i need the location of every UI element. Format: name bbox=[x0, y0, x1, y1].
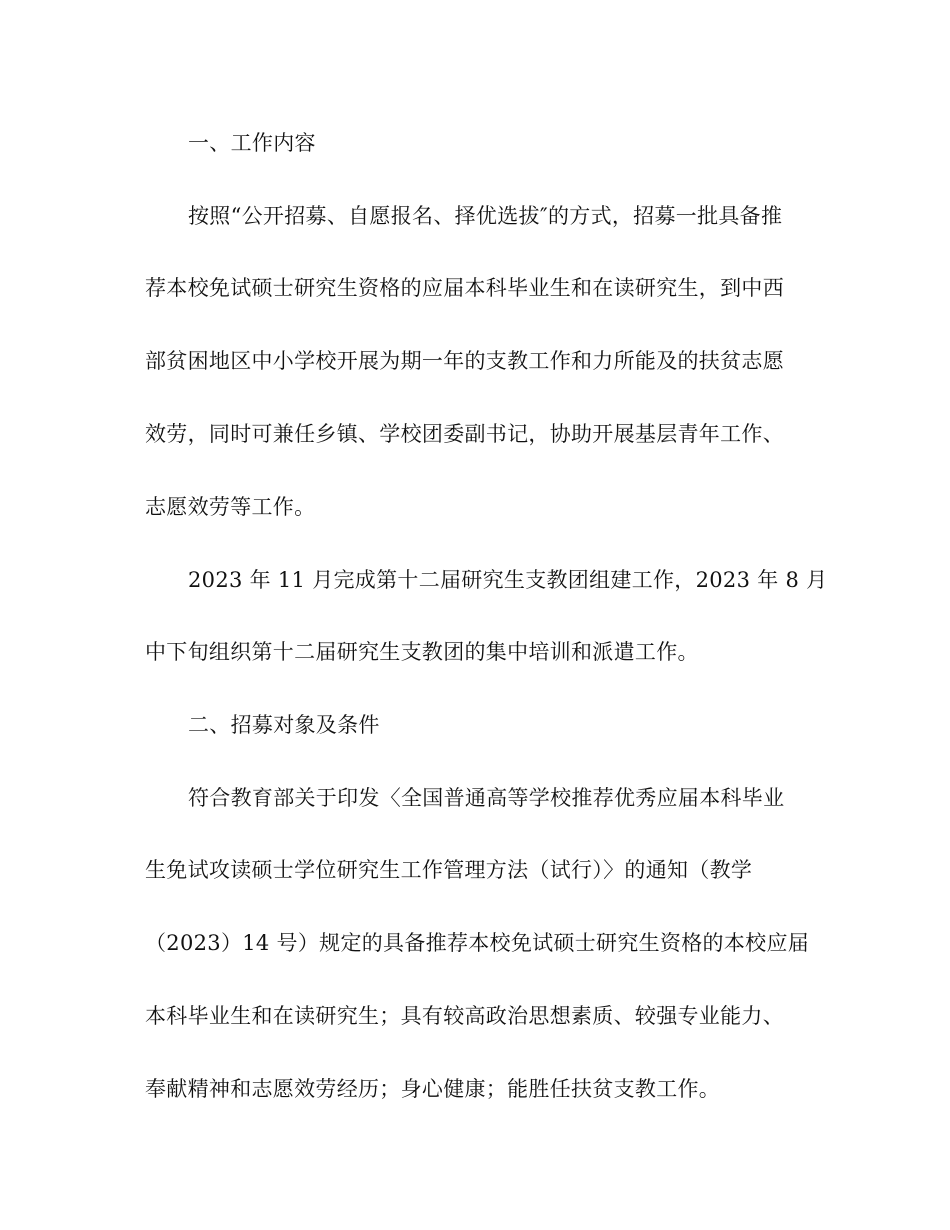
section-heading-recruitment-targets: 二、招募对象及条件 bbox=[188, 713, 380, 737]
paragraph-line: 2023 年 11 月完成第十二届研究生支教团组建工作，2023 年 8 月 bbox=[188, 568, 828, 592]
section-heading-work-content: 一、工作内容 bbox=[188, 131, 316, 155]
paragraph-line: 符合教育部关于印发〈全国普通高等学校推荐优秀应届本科毕业 bbox=[188, 786, 785, 810]
paragraph-line: （2023）14 号）规定的具备推荐本校免试硕士研究生资格的本校应届 bbox=[145, 931, 810, 955]
paragraph-line: 部贫困地区中小学校开展为期一年的支教工作和力所能及的扶贫志愿 bbox=[145, 349, 784, 373]
paragraph-line: 按照“公开招募、自愿报名、择优选拔″的方式，招募一批具备推 bbox=[188, 204, 783, 228]
paragraph-line: 志愿效劳等工作。 bbox=[145, 495, 316, 519]
paragraph-line: 奉献精神和志愿效劳经历；身心健康；能胜任扶贫支教工作。 bbox=[145, 1077, 721, 1101]
paragraph-line: 效劳，同时可兼任乡镇、学校团委副书记，协助开展基层青年工作、 bbox=[145, 422, 784, 446]
paragraph-line: 荐本校免试硕士研究生资格的应届本科毕业生和在读研究生，到中西 bbox=[145, 276, 784, 300]
paragraph-line: 生免试攻读硕士学位研究生工作管理方法（试行）〉的通知（教学 bbox=[145, 858, 753, 882]
paragraph-line: 本科毕业生和在读研究生；具有较高政治思想素质、较强专业能力、 bbox=[145, 1004, 784, 1028]
paragraph-line: 中下旬组织第十二届研究生支教团的集中培训和派遣工作。 bbox=[145, 640, 699, 664]
